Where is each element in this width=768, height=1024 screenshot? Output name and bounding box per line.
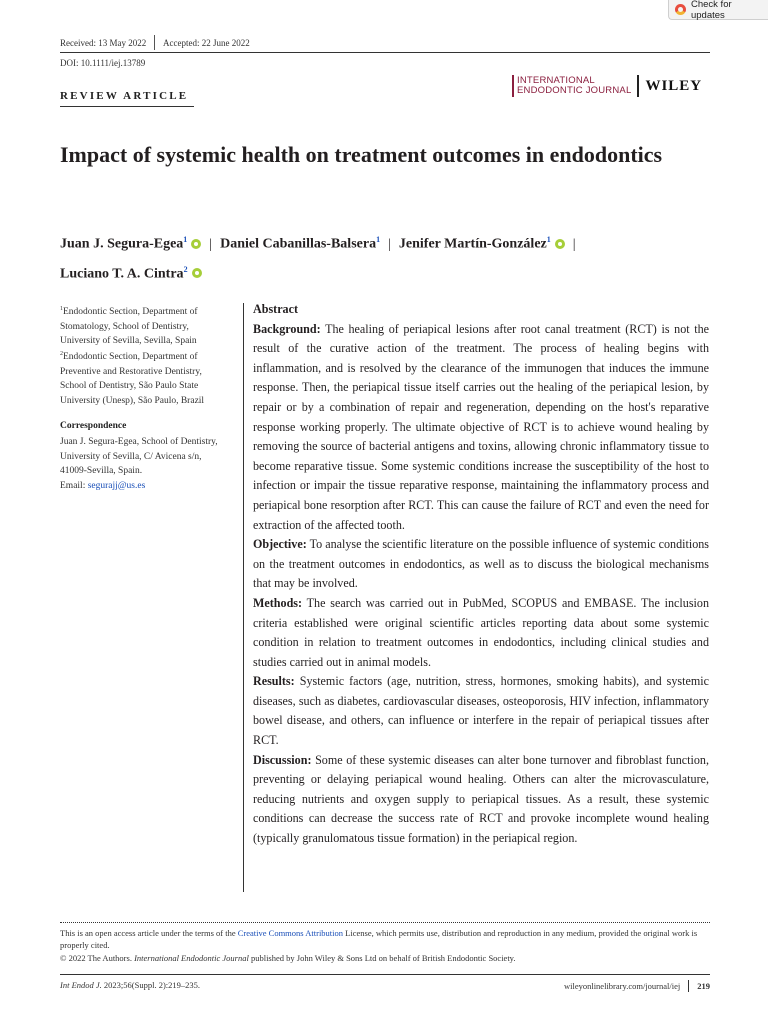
copyright-journal: International Endodontic Journal xyxy=(134,953,249,963)
footer-divider xyxy=(688,980,689,992)
footer-right xyxy=(564,980,710,992)
abstract-section xyxy=(253,594,709,672)
abstract-section xyxy=(253,672,709,750)
affiliation-text: Endodontic Section, Department of Preventive and Restorative Dentistry, School of Dentistry, São Paulo State University (Unesp), São Paulo, Brazil xyxy=(60,352,205,406)
article-title: Impact of systemic health on treatment outcomes in endodontics xyxy=(60,142,663,167)
check-for-updates-label: Check for updates xyxy=(690,0,732,21)
affiliation-text: Endodontic Section, Department of Stomatology, School of Dentistry, University of Sevilla, Sevilla, Spain xyxy=(60,307,198,347)
open-access-notice xyxy=(60,928,710,951)
correspondence-text: Juan J. Segura-Egea, School of Dentistry, University of Sevilla, C/ Avicena s/n, 41009-Sevilla, Spain. xyxy=(60,437,218,477)
article-type-underline xyxy=(60,106,194,107)
citation-journal: Int Endod J. xyxy=(60,980,102,990)
author-affiliation-sup: 1 xyxy=(546,235,551,244)
email-link[interactable]: segurajj@us.es xyxy=(87,480,146,491)
orcid-icon[interactable] xyxy=(191,239,201,249)
journal-name-line2: ENDODONTIC JOURNAL xyxy=(517,85,632,96)
abstract xyxy=(253,300,709,849)
author-affiliation-sup: 2 xyxy=(183,264,188,274)
author-separator: | xyxy=(388,236,391,252)
section-text: The search was carried out in PubMed, SCOPUS and EMBASE. The inclusion criteria established were original scientific articles reporting data about some systemic condition in relation to treatment outcomes in endodontics, including clinical studies and studies carried out in animal models. xyxy=(253,595,709,669)
author-name: Luciano T. A. Cintra xyxy=(60,266,184,282)
section-label: Discussion: xyxy=(253,752,312,767)
author-separator: | xyxy=(572,236,576,252)
copyright-after: published by John Wiley & Sons Ltd on behalf of British Endodontic Society. xyxy=(248,953,516,963)
cc-license-link[interactable]: Creative Commons Attribution xyxy=(237,928,344,938)
website-link[interactable]: wileyonlinelibrary.com/journal/iej xyxy=(563,981,681,991)
copyright-notice xyxy=(60,953,710,963)
accepted-date: Accepted: 22 June 2022 xyxy=(163,38,250,48)
article-type: REVIEW ARTICLE xyxy=(60,90,189,102)
section-label: Results: xyxy=(253,674,295,689)
affiliation-sup: 1 xyxy=(60,306,63,312)
doi: DOI: 10.1111/iej.13789 xyxy=(60,58,146,68)
author-name: Daniel Cabanillas-Balsera xyxy=(220,236,377,252)
abstract-section xyxy=(253,320,709,536)
orcid-icon[interactable] xyxy=(192,268,202,278)
copyright-before: © 2022 The Authors. xyxy=(60,953,135,963)
author-affiliation-sup: 1 xyxy=(183,235,188,244)
section-text: Systemic factors (age, nutrition, stress, hormones, smoking habits), and systemic diseases, such as diabetes, cardiovascular diseases, osteoporosis, HIV infection, inflammatory bowel disease, and others, can influence or interfere in the repair of periapical tissues after RCT. xyxy=(253,674,709,748)
section-text: Some of these systemic diseases can alter bone turnover and fibroblast function, preventing or delaying periapical wound healing. Others can alter the microvasculature, reducing nutrients and oxygen supply to periapical tissues. As a result, these systemic conditions can decrease the success rate of RCT and provoke incomplete wound healing (typically granulomatous tissue formation) in the periapical region. xyxy=(253,752,709,846)
check-for-updates-button[interactable] xyxy=(668,0,768,20)
correspondence-heading: Correspondence xyxy=(60,421,127,431)
citation xyxy=(60,980,200,990)
correspondence-address xyxy=(60,435,230,493)
section-text: The healing of periapical lesions after root canal treatment (RCT) is not the result of the curative action of the treatment. The process of healing begins with inflammation, and is resolved by the clearance of the immunogen that induces the immune response. Then, the periapical tissue itself carries out the healing of the periapical lesion, by repair or by a combination of repair and regeneration, depending on the host's reparative response working properly. The ultimate objective of RCT is to achieve wound healing by removing the source of bacterial antigens and toxins, allowing chronic inflammatory tissue to become reparative tissue. Some systemic conditions increase the susceptibility of the host to infection or impair the tissue reparative response, maintaining the inflammatory process and periapical bone resorption after RCT. This can cause the failure of RCT and even the need for extraction of the affected tooth. xyxy=(253,321,710,532)
footer-dotted-rule xyxy=(60,922,710,923)
section-text: To analyse the scientific literature on the possible influence of systemic conditions on the treatment outcomes in endodontics, as well as to discuss the biological mechanisms that may be involved. xyxy=(253,537,710,591)
abstract-section xyxy=(253,751,709,849)
journal-name-line1: INTERNATIONAL xyxy=(517,75,595,86)
orcid-icon[interactable] xyxy=(555,239,565,249)
affiliation xyxy=(60,347,230,409)
email-label: Email: xyxy=(60,480,86,491)
crossmark-icon xyxy=(675,4,686,15)
page-number: 219 xyxy=(697,981,710,991)
abstract-rule xyxy=(243,303,244,892)
section-label: Methods: xyxy=(253,595,303,610)
oa-text-before: This is an open access article under the terms of the xyxy=(60,928,238,938)
logo-divider xyxy=(637,75,639,97)
abstract-section xyxy=(253,535,709,594)
header-rule xyxy=(60,52,710,53)
author-name: Juan J. Segura-Egea xyxy=(60,236,184,252)
journal-logo-bar xyxy=(512,75,514,97)
abstract-heading: Abstract xyxy=(253,302,299,316)
journal-name xyxy=(517,76,631,96)
citation-details: 2023;56(Suppl. 2):219–235. xyxy=(101,980,201,990)
author-name: Jenifer Martín-González xyxy=(398,236,547,252)
affiliation xyxy=(60,302,230,349)
section-label: Background: xyxy=(253,321,321,336)
received-date: Received: 13 May 2022 xyxy=(60,38,147,48)
journal-logo xyxy=(512,75,702,97)
header-divider xyxy=(154,35,155,50)
section-label: Objective: xyxy=(253,537,307,552)
footer-rule xyxy=(60,974,710,975)
publisher-logo: WILEY xyxy=(645,77,703,94)
author-affiliation-sup: 1 xyxy=(376,235,381,244)
oa-text-after: License, which permits use, distribution and reproduction in any medium, provided the original work is properly cited. xyxy=(60,928,698,950)
author-list xyxy=(60,227,720,286)
author-separator: | xyxy=(209,236,213,252)
affiliation-sup: 2 xyxy=(60,351,63,357)
